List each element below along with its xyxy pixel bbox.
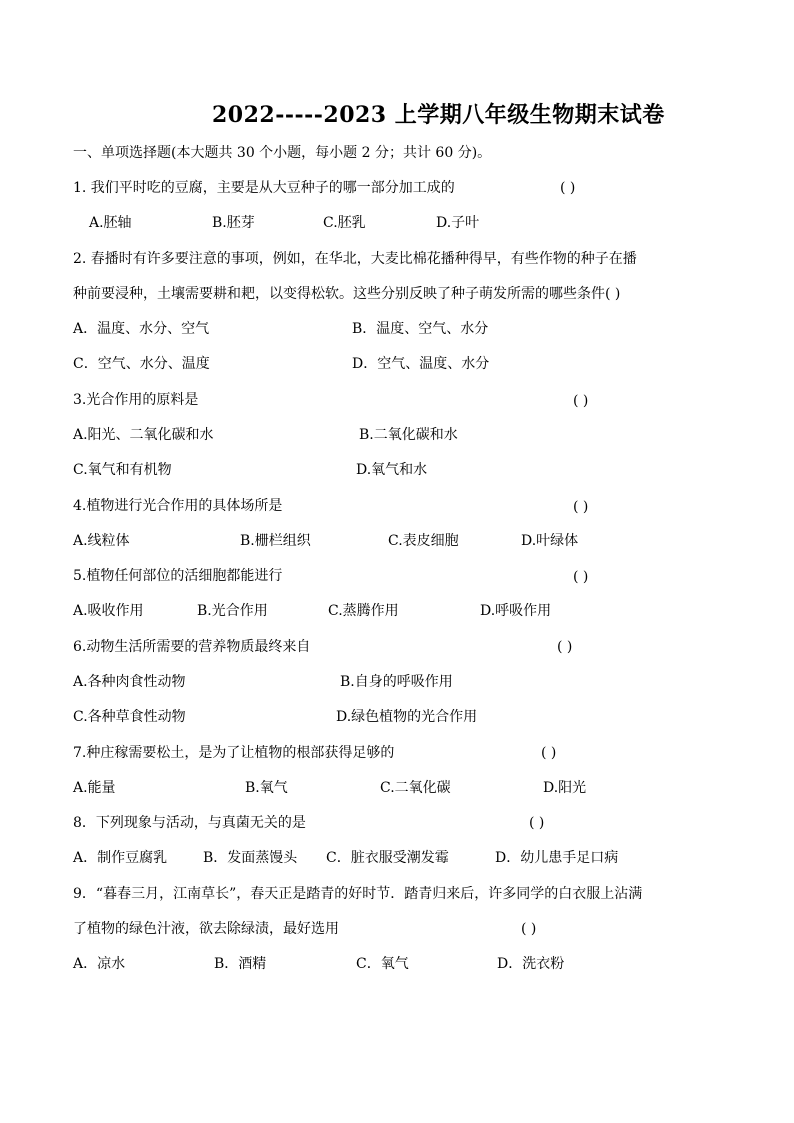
question-4-option-a: A.线粒体 [73, 533, 130, 549]
question-1-option-d: D.子叶 [436, 215, 480, 231]
question-2-stem-line-1: 2. 春播时有许多要注意的事项，例如，在华北，大麦比棉花播种得早，有些作物的种子在播 [73, 251, 637, 267]
question-1-option-b: B.胚芽 [212, 215, 255, 231]
question-7-option-b: B.氧气 [245, 780, 288, 796]
question-7-option-d: D.阳光 [543, 780, 587, 796]
question-2-option-d: D．空气、温度、水分 [352, 356, 490, 372]
question-2-option-a: A．温度、水分、空气 [73, 321, 210, 337]
question-6-option-b: B.自身的呼吸作用 [340, 674, 453, 690]
question-8-option-b: B．发面蒸馒头 [203, 850, 298, 866]
question-9-answer-blank: ( ) [521, 921, 537, 937]
question-8-stem: 8．下列现象与活动，与真菌无关的是 [73, 815, 306, 831]
question-3-option-c: C.氧气和有机物 [73, 462, 172, 478]
question-7-stem: 7.种庄稼需要松土，是为了让植物的根部获得足够的 [73, 745, 395, 761]
question-5-option-a: A.吸收作用 [73, 603, 144, 619]
question-7-answer-blank: ( ) [541, 745, 557, 761]
question-2-option-c: C．空气、水分、温度 [73, 356, 210, 372]
question-9-option-b: B．酒精 [214, 956, 267, 972]
question-6-option-a: A.各种肉食性动物 [73, 674, 186, 690]
question-1-stem: 1. 我们平时吃的豆腐，主要是从大豆种子的哪一部分加工成的 [73, 180, 455, 196]
question-5-option-d: D.呼吸作用 [480, 603, 552, 619]
question-5-option-b: B.光合作用 [197, 603, 268, 619]
question-3-stem: 3.光合作用的原料是 [73, 392, 199, 408]
question-8-option-d: D．幼儿患手足口病 [495, 850, 619, 866]
question-3-answer-blank: ( ) [573, 393, 589, 409]
question-8-answer-blank: ( ) [529, 815, 545, 831]
question-5-stem: 5.植物任何部位的活细胞都能进行 [73, 568, 283, 584]
question-9-option-a: A．凉水 [73, 956, 126, 972]
question-9-option-c: C．氧气 [356, 956, 409, 972]
question-5-answer-blank: ( ) [573, 569, 589, 585]
question-4-option-c: C.表皮细胞 [388, 533, 459, 549]
question-4-option-d: D.叶绿体 [521, 533, 579, 549]
question-9-stem-line-2: 了植物的绿色汁液，欲去除绿渍，最好选用 [73, 921, 339, 937]
question-5-option-c: C.蒸腾作用 [328, 603, 399, 619]
exam-title: 2022-----2023 上学期八年级生物期末试卷 [212, 102, 665, 128]
question-9-stem-line-1: 9．“暮春三月，江南草长”，春天正是踏青的好时节．踏青归来后，许多同学的白衣服上沾满 [73, 886, 643, 902]
question-7-option-c: C.二氧化碳 [380, 780, 451, 796]
question-1-option-c: C.胚乳 [323, 215, 366, 231]
question-9-option-d: D．洗衣粉 [497, 956, 565, 972]
question-7-option-a: A.能量 [73, 780, 116, 796]
question-4-stem: 4.植物进行光合作用的具体场所是 [73, 498, 283, 514]
question-2-stem-line-2: 种前要浸种，土壤需要耕和耙，以变得松软。这些分别反映了种子萌发所需的哪些条件( ) [73, 286, 621, 302]
question-6-option-c: C.各种草食性动物 [73, 709, 186, 725]
question-6-option-d: D.绿色植物的光合作用 [336, 709, 478, 725]
question-1-answer-blank: ( ) [560, 180, 576, 196]
question-6-answer-blank: ( ) [557, 639, 573, 655]
question-3-option-b: B.二氧化碳和水 [359, 427, 458, 443]
question-1-option-a: A.胚轴 [89, 215, 132, 231]
question-6-stem: 6.动物生活所需要的营养物质最终来自 [73, 639, 311, 655]
question-3-option-a: A.阳光、二氧化碳和水 [73, 427, 214, 443]
question-2-option-b: B．温度、空气、水分 [352, 321, 489, 337]
question-3-option-d: D.氧气和水 [356, 462, 428, 478]
question-4-option-b: B.栅栏组织 [240, 533, 311, 549]
question-4-answer-blank: ( ) [573, 499, 589, 515]
section-heading: 一、单项选择题(本大题共 30 个小题，每小题 2 分；共计 60 分)。 [73, 145, 492, 161]
question-8-option-a: A．制作豆腐乳 [73, 850, 168, 866]
question-8-option-c: C．脏衣服受潮发霉 [326, 850, 449, 866]
